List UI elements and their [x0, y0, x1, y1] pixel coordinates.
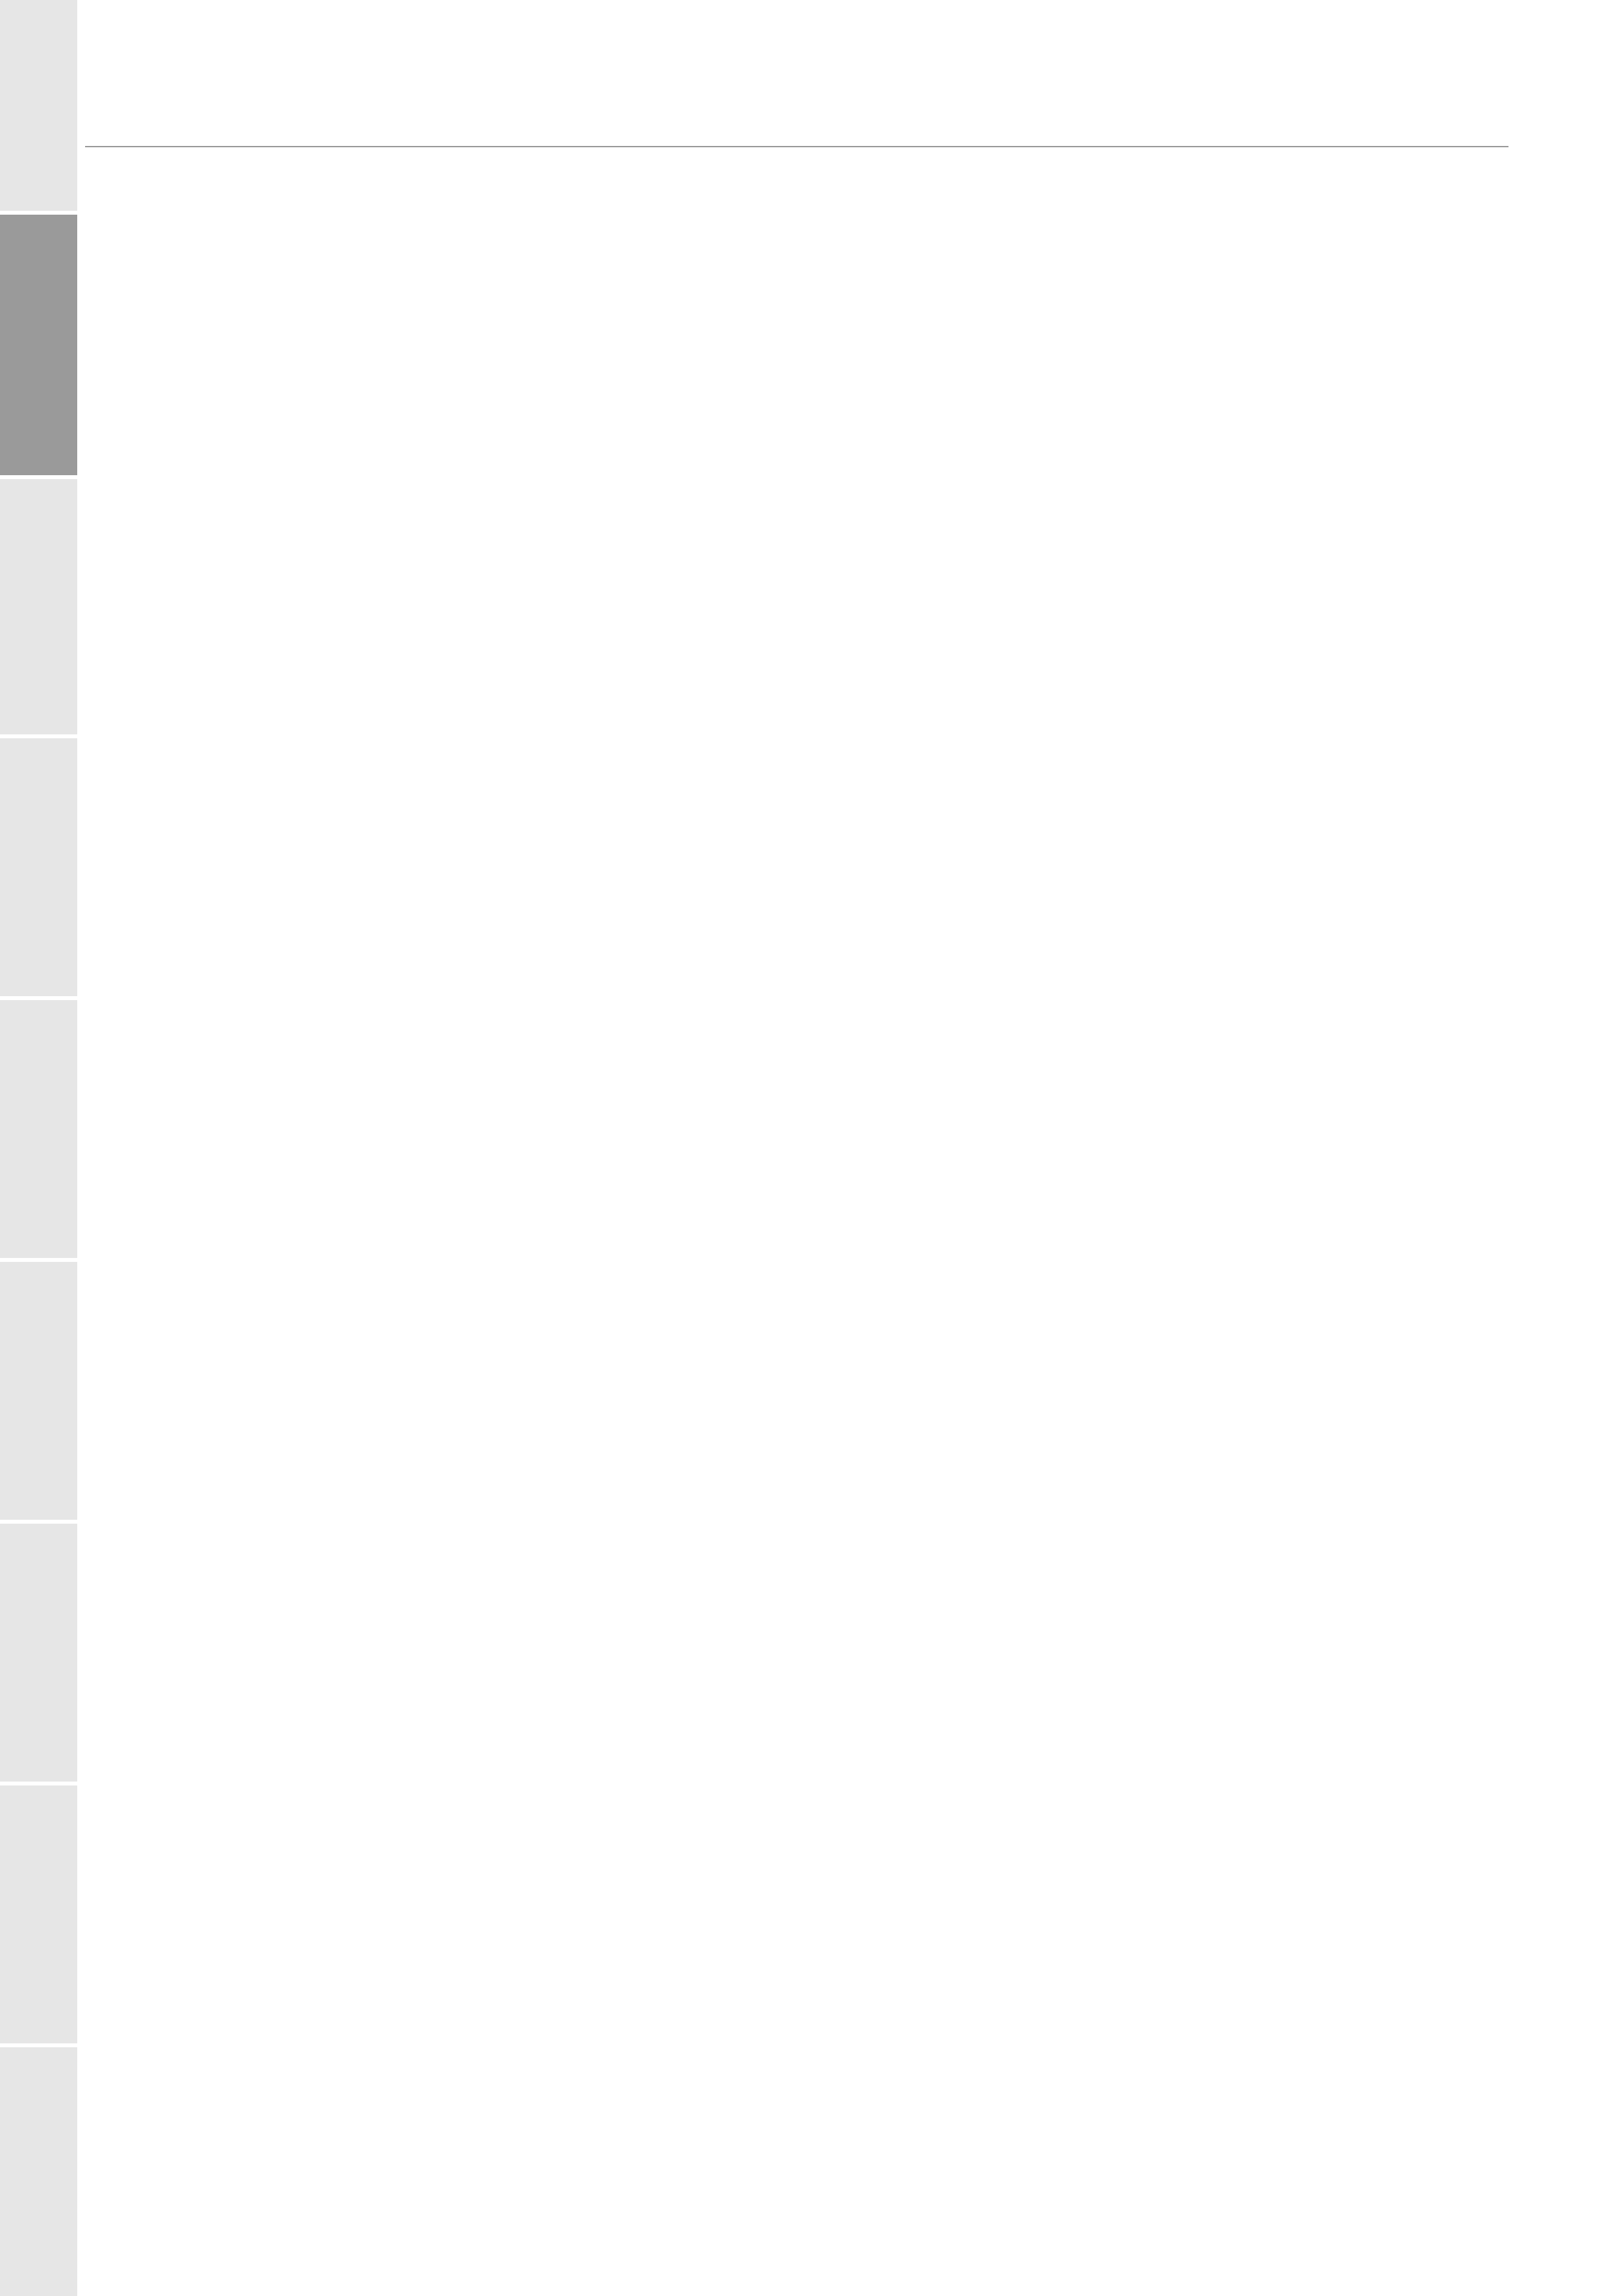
section-tab-b[interactable] — [0, 215, 77, 475]
section-tab-h[interactable] — [0, 1785, 77, 2043]
section-tab-g[interactable] — [0, 1524, 77, 1782]
section-tab-a[interactable] — [0, 0, 77, 211]
section-tab-e[interactable] — [0, 1000, 77, 1258]
section-index-sidebar — [0, 0, 77, 2296]
running-header — [85, 109, 151, 136]
section-tab-c[interactable] — [0, 479, 77, 734]
header-rule — [85, 146, 1508, 147]
section-tab-i[interactable] — [0, 2047, 77, 2296]
section-tab-d[interactable] — [0, 738, 77, 996]
section-tab-f[interactable] — [0, 1262, 77, 1520]
